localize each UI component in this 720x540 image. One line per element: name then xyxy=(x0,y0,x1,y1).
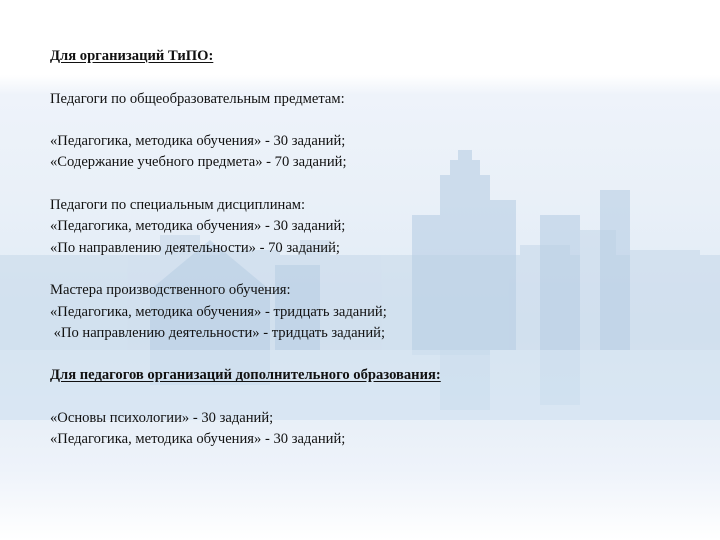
spacer xyxy=(50,67,690,88)
spacer xyxy=(50,344,690,365)
list-item: «Педагогика, методика обучения» - тридцать заданий; xyxy=(50,303,387,320)
list-item: «Основы психологии» - 30 заданий; xyxy=(50,410,274,427)
heading-additional-education: Для педагогов организаций дополнительного образования: xyxy=(50,367,441,384)
list-item: «Содержание учебного предмета» - 70 заданий; xyxy=(50,154,347,171)
group-title-special-disciplines: Педагоги по специальным дисциплинам: xyxy=(50,197,306,214)
spacer xyxy=(50,259,690,280)
list-item: «По направлению деятельности» - 70 заданий; xyxy=(50,239,340,256)
group-title-general-subjects: Педагоги по общеобразовательным предметам: xyxy=(50,90,345,107)
heading-tipo: Для организаций ТиПО: xyxy=(50,48,214,64)
group-title-production-masters: Мастера производственного обучения: xyxy=(50,282,291,299)
list-item: «По направлению деятельности» - тридцать заданий; xyxy=(50,324,386,341)
list-item: «Педагогика, методика обучения» - 30 заданий; xyxy=(50,431,346,448)
spacer xyxy=(50,387,690,408)
spacer xyxy=(50,174,690,195)
spacer xyxy=(50,110,690,131)
list-item: «Педагогика, методика обучения» - 30 заданий; xyxy=(50,133,346,150)
slide-text xyxy=(50,46,690,451)
list-item: «Педагогика, методика обучения» - 30 заданий; xyxy=(50,218,346,235)
